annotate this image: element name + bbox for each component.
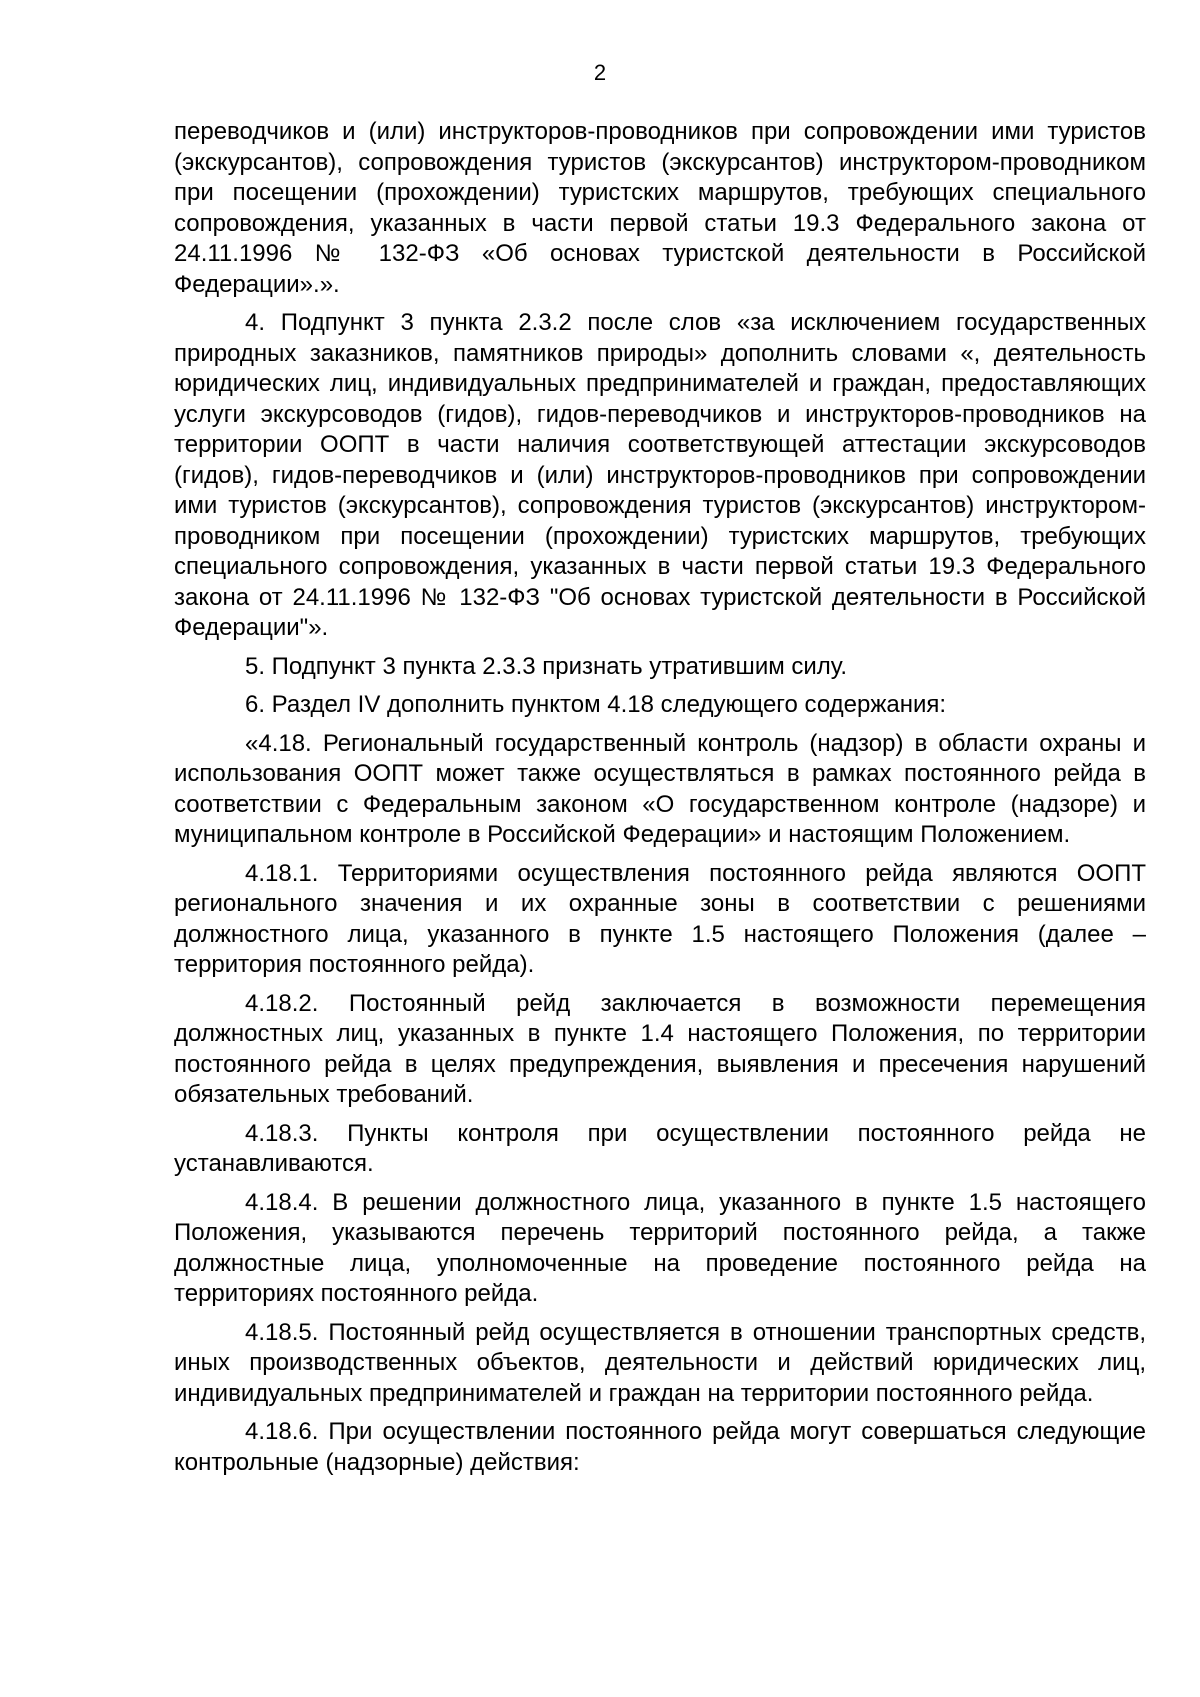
- paragraph-4-18: «4.18. Региональный государственный контроль (надзор) в области охраны и использования ООПТ может также осуществляться в рамках постоянного рейда в соответствии с Федеральным законом «О государственном контроле (надзоре) и муниципальном контроле в Российской Федерации» и настоящим Положением.: [174, 729, 1146, 848]
- paragraph-continuation: переводчиков и (или) инструкторов-проводников при сопровождении ими туристов (экскурсантов), сопровождения туристов (экскурсантов) инструктором-проводником при посещении (прохождении) туристских маршрутов, требующих специального сопровождения, указанных в части первой статьи 19.3 Федерального закона от 24.11.1996 № 132-ФЗ «Об основах туристской деятельности в Российской Федерации».».: [174, 118, 1146, 298]
- paragraph-4-18-4: 4.18.4. В решении должностного лица, указанного в пункте 1.5 настоящего Положения, указываются перечень территорий постоянного рейда, а также должностные лица, уполномоченные на проведение постоянного рейда на территориях постоянного рейда.: [174, 1188, 1146, 1307]
- paragraph-item-6: 6. Раздел IV дополнить пунктом 4.18 следующего содержания:: [245, 691, 947, 718]
- paragraph-4-18-3: 4.18.3. Пункты контроля при осуществлении постоянного рейда не устанавливаются.: [174, 1119, 1146, 1177]
- paragraph-4-18-6: 4.18.6. При осуществлении постоянного рейда могут совершаться следующие контрольные (надзорные) действия:: [174, 1418, 1146, 1476]
- paragraph-item-5: 5. Подпункт 3 пункта 2.3.3 признать утратившим силу.: [245, 652, 848, 680]
- paragraph-4-18-5: 4.18.5. Постоянный рейд осуществляется в отношении транспортных средств, иных производственных объектов, деятельности и действий юридических лиц, индивидуальных предпринимателей и граждан на территории постоянного рейда.: [174, 1318, 1146, 1407]
- paragraph-item-4: 4. Подпункт 3 пункта 2.3.2 после слов «за исключением государственных природных заказников, памятников природы» дополнить словами «, деятельность юридических лиц, индивидуальных предпринимателей и граждан, предоставляющих услуги экскурсоводов (гидов), гидов-переводчиков и инструкторов-проводников на территории ООПТ в части наличия соответствующей аттестации экскурсоводов (гидов), гидов-переводчиков и (или) инструкторов-проводников при сопровождении ими туристов (экскурсантов), сопровождения туристов (экскурсантов) инструктором-проводником при посещении (прохождении) туристских маршрутов, требующих специального сопровождения, указанных в части первой статьи 19.3 Федерального закона от 24.11.1996 № 132-ФЗ "Об основах туристской деятельности в Российской Федерации"».: [174, 309, 1146, 641]
- document-body: [174, 117, 1146, 1486]
- paragraph-4-18-1: 4.18.1. Территориями осуществления постоянного рейда являются ООПТ регионального значения и их охранные зоны в соответствии с решениями должностного лица, указанного в пункте 1.5 настоящего Положения (далее – территория постоянного рейда).: [174, 859, 1146, 978]
- paragraph-4-18-2: 4.18.2. Постоянный рейд заключается в возможности перемещения должностных лиц, указанных в пункте 1.4 настоящего Положения, по территории постоянного рейда в целях предупреждения, выявления и пресечения нарушений обязательных требований.: [174, 989, 1146, 1108]
- page-number: 2: [593, 60, 607, 85]
